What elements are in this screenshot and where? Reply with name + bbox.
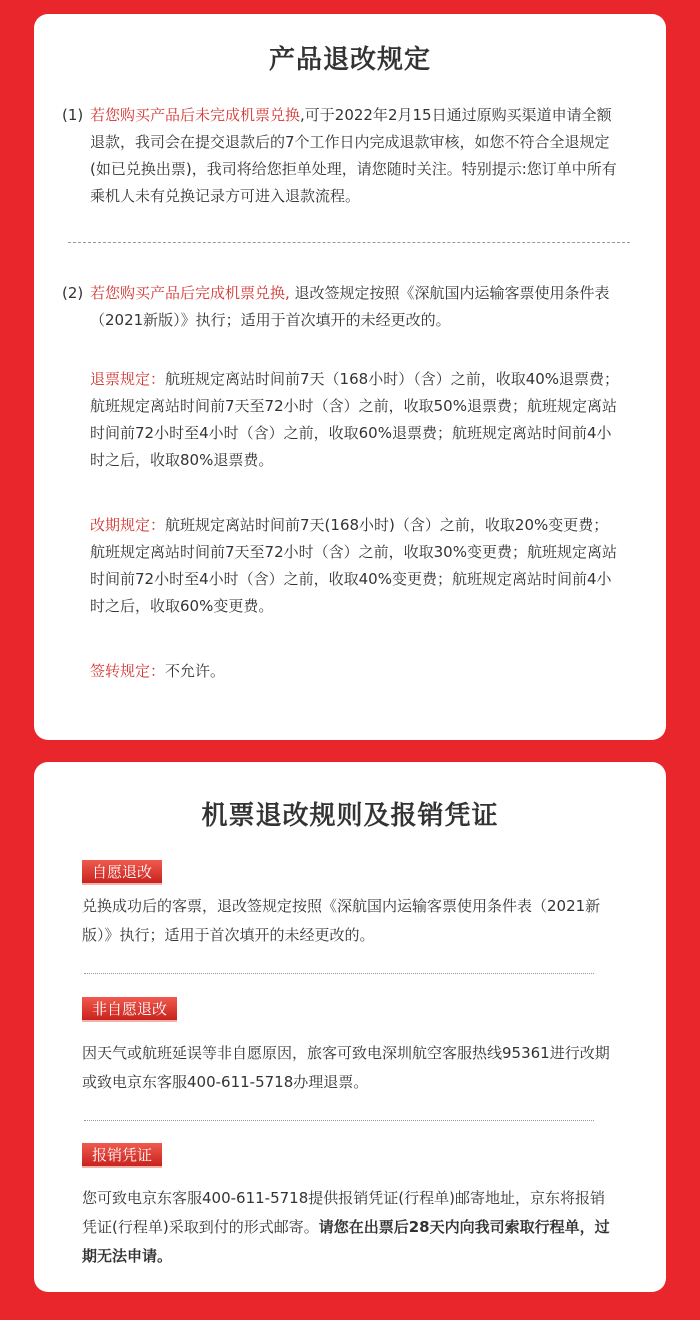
endorse-rule	[62, 658, 622, 685]
rule-item-2-number: (2)	[62, 284, 84, 302]
reimbursement-warning: 请您在出票后28天内向我司索取行程单，过期无法申请。	[82, 1218, 610, 1265]
change-rule-body	[90, 512, 622, 620]
refund-rule-text: 航班规定离站时间前7天（168小时）（含）之前，收取40%退票费；航班规定离站时间前7天至72小时（含）之前，收取50%退票费；航班规定离站时间前72小时至4小时（含）之前，收取60%退票费；航班规定离站时间前4小时之后，收取80%退票费。	[90, 370, 620, 469]
rule-item-1-highlight: 若您购买产品后未完成机票兑换	[90, 106, 301, 124]
rule-item-2-highlight: 若您购买产品后完成机票兑换,	[90, 284, 290, 302]
reimbursement-text	[82, 1184, 618, 1271]
product-rules-card	[34, 14, 666, 740]
involuntary-tag: 非自愿退改	[82, 997, 177, 1022]
ticket-rules-card	[34, 762, 666, 1292]
change-rule	[62, 512, 622, 620]
rule-item-1-body	[90, 102, 622, 210]
voluntary-text: 兑换成功后的客票，退改签规定按照《深航国内运输客票使用条件表（2021新版）》执行；适用于首次填开的未经更改的。	[82, 897, 601, 944]
rule-item-2-text: 退改签规定按照《深航国内运输客票使用条件表（2021新版）》执行；适用于首次填开的未经更改的。	[90, 284, 610, 329]
divider	[84, 1120, 594, 1121]
rule-item-2-body	[90, 280, 622, 334]
refund-rule	[62, 366, 622, 474]
reimbursement-tag: 报销凭证	[82, 1143, 162, 1168]
product-rules-title: 产品退改规定	[268, 45, 431, 75]
rule-item-1	[62, 102, 622, 210]
endorse-rule-text: 不允许。	[165, 662, 226, 680]
refund-rule-label: 退票规定：	[90, 370, 166, 388]
change-rule-label: 改期规定：	[90, 516, 166, 534]
endorse-rule-label: 签转规定：	[90, 662, 166, 680]
refund-rule-body	[90, 366, 622, 474]
voluntary-tag: 自愿退改	[82, 860, 162, 885]
rule-item-1-text: ,可于2022年2月15日通过原购买渠道申请全额退款，我司会在提交退款后的7个工作日内完成退款审核，如您不符合全退规定(如已兑换出票)，我司将给您拒单处理，请您随时关注。特别提示:您订单中所有乘机人未有兑换记录方可进入退款流程。	[90, 106, 617, 205]
divider	[84, 973, 594, 974]
reimbursement-info: 您可致电京东客服400-611-5718提供报销凭证(行程单)邮寄地址，京东将报销凭证(行程单)采取到付的形式邮寄。	[82, 1189, 605, 1236]
divider	[68, 242, 630, 243]
ticket-rules-title: 机票退改规则及报销凭证	[201, 801, 499, 831]
involuntary-text: 因天气或航班延误等非自愿原因，旅客可致电深圳航空客服热线95361进行改期或致电京东客服400-611-5718办理退票。	[82, 1044, 610, 1091]
rule-item-1-number: (1)	[62, 106, 84, 124]
change-rule-text: 航班规定离站时间前7天(168小时)（含）之前，收取20%变更费；航班规定离站时间前7天至72小时（含）之前，收取30%变更费；航班规定离站时间前72小时至4小时（含）之前，收取40%变更费；航班规定离站时间前4小时之后，收取60%变更费。	[90, 516, 617, 615]
endorse-rule-body	[90, 658, 622, 685]
rule-item-2	[62, 280, 622, 334]
